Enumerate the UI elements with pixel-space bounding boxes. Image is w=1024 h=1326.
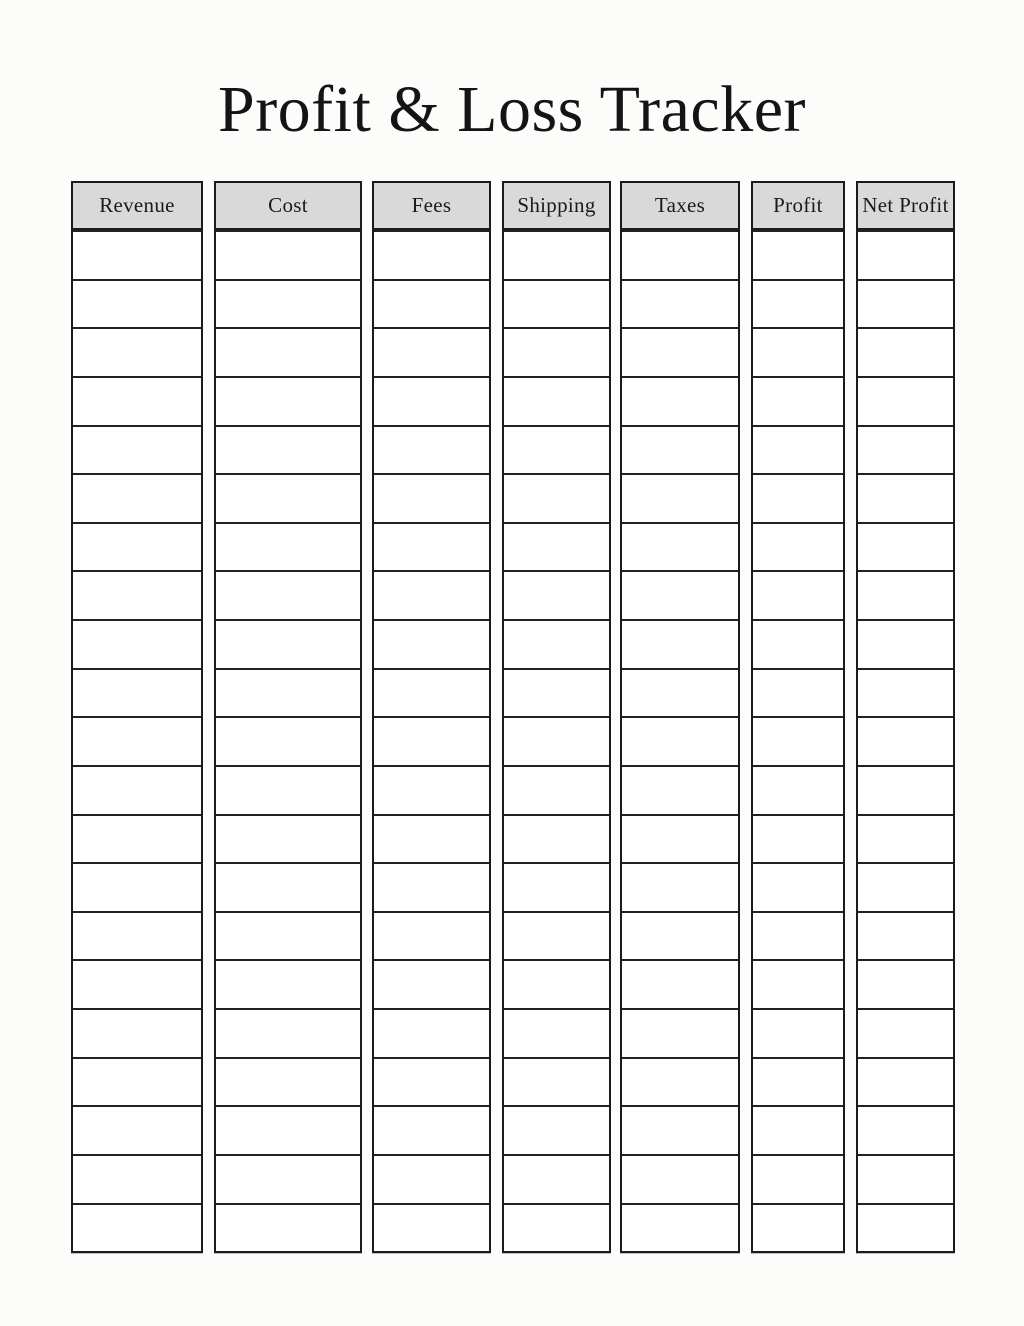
- column-net-profit: [856, 181, 955, 1253]
- table-cell: [216, 814, 360, 863]
- table-cell: [216, 959, 360, 1008]
- table-cell: [753, 1008, 843, 1057]
- table-cell: [216, 522, 360, 571]
- table-cell: [216, 1203, 360, 1252]
- table-cell: [374, 327, 489, 376]
- table-cell: [858, 814, 953, 863]
- table-cell: [753, 716, 843, 765]
- table-cell: [504, 619, 609, 668]
- table-cell: [504, 1008, 609, 1057]
- table-cell: [504, 716, 609, 765]
- table-cell: [622, 570, 738, 619]
- table-cell: [753, 1154, 843, 1203]
- column-header: Shipping: [504, 183, 609, 230]
- table-cell: [753, 862, 843, 911]
- table-cell: [753, 522, 843, 571]
- table-cell: [753, 473, 843, 522]
- table-cell: [504, 473, 609, 522]
- table-cell: [858, 425, 953, 474]
- table-cell: [858, 911, 953, 960]
- table-cell: [374, 1203, 489, 1252]
- table-cell: [858, 376, 953, 425]
- table-cell: [753, 814, 843, 863]
- column-header: Profit: [753, 183, 843, 230]
- table-cell: [73, 279, 201, 328]
- table-cell: [622, 911, 738, 960]
- table-cell: [374, 668, 489, 717]
- table-cell: [858, 668, 953, 717]
- table-cell: [858, 327, 953, 376]
- table-cell: [504, 668, 609, 717]
- table-cell: [73, 425, 201, 474]
- table-cell: [216, 425, 360, 474]
- table-cell: [374, 959, 489, 1008]
- table-cell: [504, 1154, 609, 1203]
- table-cell: [504, 279, 609, 328]
- table-cell: [504, 522, 609, 571]
- table-cell: [73, 959, 201, 1008]
- table-cell: [374, 522, 489, 571]
- table-cell: [216, 765, 360, 814]
- table-cell: [622, 376, 738, 425]
- table-cell: [216, 1105, 360, 1154]
- table-cell: [216, 1008, 360, 1057]
- table-cell: [858, 1057, 953, 1106]
- table-cell: [622, 959, 738, 1008]
- table-cell: [73, 473, 201, 522]
- table-cell: [858, 619, 953, 668]
- table-cell: [374, 1008, 489, 1057]
- table-cell: [504, 959, 609, 1008]
- table-cell: [858, 1008, 953, 1057]
- table-cell: [216, 619, 360, 668]
- table-cell: [216, 911, 360, 960]
- table-cell: [216, 230, 360, 279]
- table-cell: [504, 1105, 609, 1154]
- column-header: Fees: [374, 183, 489, 230]
- column-header: Net Profit: [858, 183, 953, 230]
- table-cell: [374, 376, 489, 425]
- table-cell: [504, 376, 609, 425]
- table-cell: [753, 619, 843, 668]
- table-cell: [622, 279, 738, 328]
- table-cell: [622, 619, 738, 668]
- page-title: Profit & Loss Tracker: [218, 73, 806, 146]
- table-cell: [73, 668, 201, 717]
- table-cell: [374, 279, 489, 328]
- table-cell: [374, 911, 489, 960]
- table-cell: [216, 668, 360, 717]
- table-cell: [858, 279, 953, 328]
- table-cell: [73, 1057, 201, 1106]
- table-cell: [73, 327, 201, 376]
- table-cell: [504, 862, 609, 911]
- table-cell: [622, 1008, 738, 1057]
- table-cell: [73, 619, 201, 668]
- table-cell: [73, 862, 201, 911]
- table-cell: [622, 230, 738, 279]
- table-cell: [622, 765, 738, 814]
- table-cell: [73, 911, 201, 960]
- table-cell: [73, 1008, 201, 1057]
- table-cell: [753, 279, 843, 328]
- table-cell: [374, 862, 489, 911]
- table-cell: [858, 230, 953, 279]
- table-cell: [858, 716, 953, 765]
- table-cell: [622, 1057, 738, 1106]
- table-cell: [858, 862, 953, 911]
- table-cell: [504, 570, 609, 619]
- table-cell: [622, 814, 738, 863]
- table-cell: [504, 911, 609, 960]
- table-cell: [622, 668, 738, 717]
- table-cell: [504, 1057, 609, 1106]
- table-cell: [753, 668, 843, 717]
- table-cell: [858, 473, 953, 522]
- column-revenue: [71, 181, 203, 1253]
- table-cell: [622, 522, 738, 571]
- table-cell: [73, 1203, 201, 1252]
- table-cell: [622, 473, 738, 522]
- table-cell: [504, 814, 609, 863]
- table-cell: [622, 1105, 738, 1154]
- table-cell: [504, 765, 609, 814]
- table-cell: [216, 279, 360, 328]
- table-cell: [216, 570, 360, 619]
- table-cell: [753, 230, 843, 279]
- table-cell: [858, 1154, 953, 1203]
- table-cell: [374, 425, 489, 474]
- table-cell: [858, 1203, 953, 1252]
- table-cell: [504, 1203, 609, 1252]
- table-cell: [753, 1203, 843, 1252]
- table-cell: [374, 1057, 489, 1106]
- table-cell: [622, 327, 738, 376]
- table-cell: [374, 473, 489, 522]
- table-cell: [73, 1154, 201, 1203]
- table-cell: [622, 1154, 738, 1203]
- table-cell: [858, 522, 953, 571]
- table-cell: [374, 619, 489, 668]
- table-cell: [374, 765, 489, 814]
- table-cell: [73, 814, 201, 863]
- table-cell: [73, 716, 201, 765]
- table-cell: [73, 570, 201, 619]
- table-cell: [374, 814, 489, 863]
- table-cell: [753, 1105, 843, 1154]
- table-cell: [216, 327, 360, 376]
- table-cell: [753, 1057, 843, 1106]
- table-cell: [374, 1154, 489, 1203]
- table-cell: [73, 522, 201, 571]
- table-cell: [504, 327, 609, 376]
- table-cell: [753, 376, 843, 425]
- table-cell: [504, 425, 609, 474]
- table-cell: [753, 959, 843, 1008]
- table-cell: [753, 765, 843, 814]
- table-cell: [622, 716, 738, 765]
- column-shipping: [502, 181, 611, 1253]
- column-header: Cost: [216, 183, 360, 230]
- table-cell: [73, 376, 201, 425]
- table-cell: [622, 1203, 738, 1252]
- table-cell: [858, 959, 953, 1008]
- table-cell: [374, 230, 489, 279]
- table-cell: [622, 862, 738, 911]
- table-cell: [216, 862, 360, 911]
- table-cell: [73, 765, 201, 814]
- table-cell: [753, 327, 843, 376]
- table-cell: [216, 1057, 360, 1106]
- table-cell: [216, 376, 360, 425]
- table-cell: [216, 716, 360, 765]
- table-cell: [858, 570, 953, 619]
- table-cell: [622, 425, 738, 474]
- column-header: Revenue: [73, 183, 201, 230]
- table-cell: [73, 1105, 201, 1154]
- table-cell: [753, 425, 843, 474]
- table-cell: [753, 911, 843, 960]
- table-cell: [374, 716, 489, 765]
- table-cell: [216, 1154, 360, 1203]
- table-cell: [753, 570, 843, 619]
- table-cell: [216, 473, 360, 522]
- column-fees: [372, 181, 491, 1253]
- table-cell: [858, 765, 953, 814]
- column-profit: [751, 181, 845, 1253]
- table-cell: [504, 230, 609, 279]
- table-cell: [374, 570, 489, 619]
- column-header: Taxes: [622, 183, 738, 230]
- column-cost: [214, 181, 362, 1253]
- table-cell: [374, 1105, 489, 1154]
- column-taxes: [620, 181, 740, 1253]
- table-cell: [73, 230, 201, 279]
- table-cell: [858, 1105, 953, 1154]
